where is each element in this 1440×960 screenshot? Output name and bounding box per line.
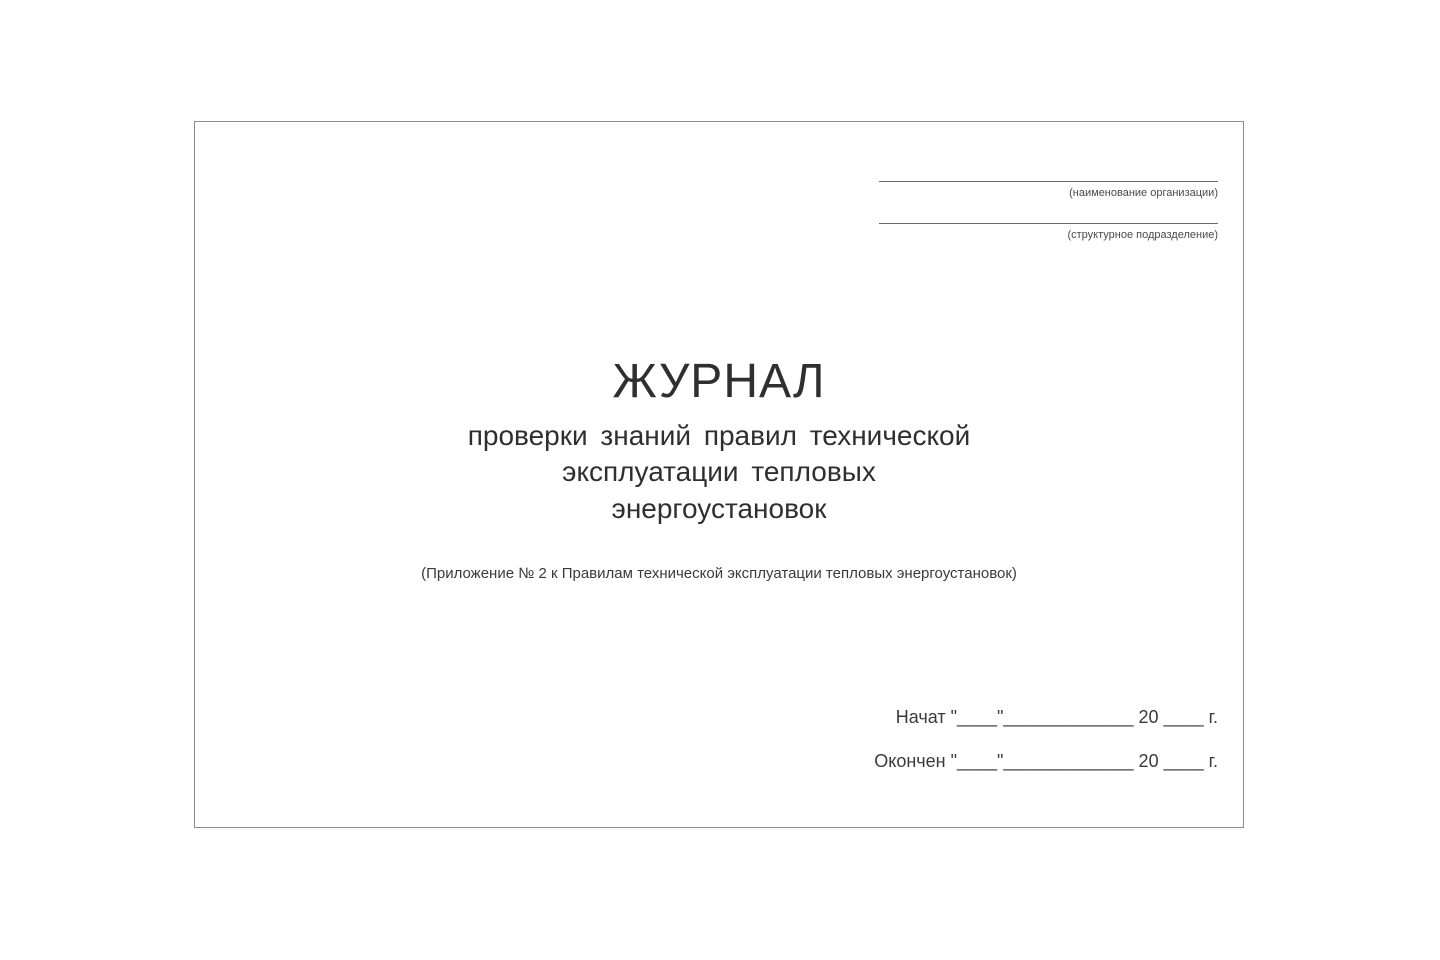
document-subtitle-line-1: проверки знаний правил технической (467, 420, 971, 451)
journal-cover-page (194, 121, 1244, 828)
document-subtitle-line-2: эксплуатации тепловых (562, 456, 876, 487)
document-subtitle-line-3: энергоустановок (611, 493, 827, 524)
department-line (879, 223, 1218, 224)
department-caption: (структурное подразделение) (1067, 229, 1218, 241)
start-date-field: Начат "____"_____________ 20 ____ г. (895, 707, 1218, 727)
organization-name-line (879, 181, 1218, 182)
end-date-field: Окончен "____"_____________ 20 ____ г. (874, 751, 1218, 771)
document-title: ЖУРНАЛ (612, 355, 826, 408)
organization-caption: (наименование организации) (1069, 187, 1218, 199)
appendix-note: (Приложение № 2 к Правилам технической эксплуатации тепловых энергоустановок) (421, 565, 1017, 582)
